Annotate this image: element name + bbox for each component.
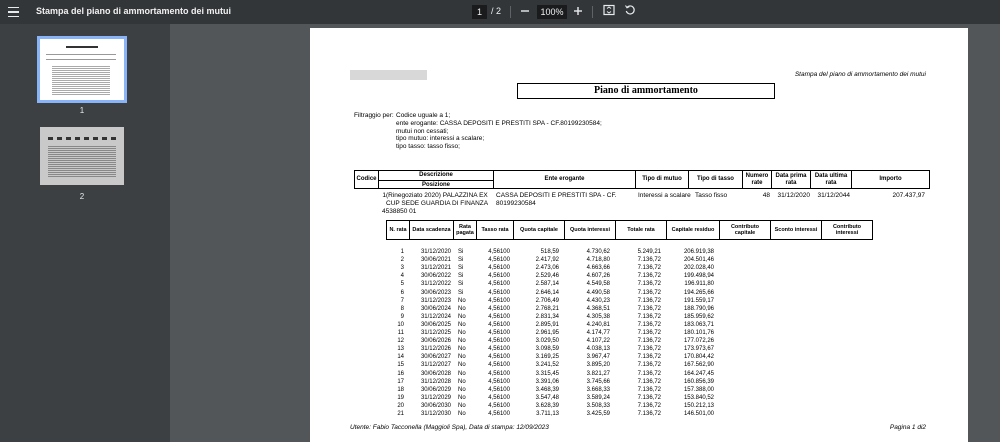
rata-tasso: 4,56100 <box>488 321 510 328</box>
rata-tasso: 4,56100 <box>488 370 510 377</box>
rata-pagata: Si <box>458 289 464 296</box>
rata-data: 31/12/2022 <box>420 281 451 288</box>
plus-icon <box>573 6 583 16</box>
table-row <box>310 329 968 337</box>
rata-data: 31/12/2028 <box>420 378 451 385</box>
rata-totale: 7.136,72 <box>637 330 661 336</box>
rata-totale: 7.136,72 <box>637 289 661 296</box>
rata-n: 4 <box>400 273 404 280</box>
rata-tasso: 4,56100 <box>488 346 510 353</box>
rata-quota-capitale: 2.895,91 <box>535 321 559 328</box>
header-descrizione: Descrizione <box>419 172 453 178</box>
rata-quota-capitale: 3.628,39 <box>535 402 559 409</box>
rata-data: 31/12/2021 <box>420 265 451 272</box>
rata-tasso: 4,56100 <box>488 354 510 361</box>
rata-data: 31/12/2020 <box>420 249 451 255</box>
header-numero-rate: Numero rate <box>742 170 772 189</box>
minus-icon <box>520 6 530 16</box>
rata-n: 18 <box>397 386 404 393</box>
rata-data: 31/12/2029 <box>420 394 451 401</box>
rate-header-data: Data scadenza <box>409 220 454 240</box>
pdf-page <box>310 28 968 442</box>
rata-data: 31/12/2024 <box>420 313 451 320</box>
rate-header-contributo-interessi: Contributo interessi <box>821 220 873 240</box>
rata-residuo: 180.101,76 <box>683 330 714 336</box>
rata-tasso: 4,56100 <box>488 411 510 417</box>
rata-pagata: Si <box>458 273 464 280</box>
rata-quota-capitale: 2.768,21 <box>535 305 559 312</box>
rata-pagata: No <box>458 362 466 369</box>
rata-residuo: 191.559,17 <box>683 297 714 304</box>
table-row <box>310 264 968 272</box>
rata-quota-interessi: 3.589,24 <box>586 394 610 401</box>
rata-totale: 7.136,72 <box>637 321 661 328</box>
rata-n: 7 <box>400 297 404 304</box>
rata-n: 12 <box>397 338 404 345</box>
report-header: Stampa del piano di ammortamento dei mutui <box>794 71 926 78</box>
filter-line: tipo tasso: tasso fisso; <box>396 143 460 151</box>
rata-n: 5 <box>400 281 404 288</box>
rata-tasso: 4,56100 <box>488 338 510 345</box>
rata-quota-capitale: 3.547,48 <box>535 394 559 401</box>
rata-quota-capitale: 2.529,46 <box>535 273 559 280</box>
record-data-prima: 31/12/2020 <box>777 192 810 199</box>
rate-header-sconto: Sconto interessi <box>770 220 822 240</box>
record-data-ultima: 31/12/2044 <box>817 192 850 199</box>
header-data-ultima: Data ultima rata <box>810 170 852 189</box>
rata-pagata: No <box>458 386 466 393</box>
rata-tasso: 4,56100 <box>488 330 510 336</box>
header-descrizione-posizione <box>378 170 494 189</box>
rata-tasso: 4,56100 <box>488 297 510 304</box>
rata-quota-interessi: 3.425,59 <box>586 411 610 417</box>
rata-quota-interessi: 4.240,81 <box>586 321 610 328</box>
thumb-table <box>48 145 116 177</box>
table-row <box>310 289 968 297</box>
rate-header-pagata: Rata pagata <box>453 220 477 240</box>
rata-tasso: 4,56100 <box>488 394 510 401</box>
rata-quota-capitale: 2.646,14 <box>535 289 559 296</box>
rata-quota-interessi: 4.490,58 <box>586 289 610 296</box>
table-row <box>310 353 968 361</box>
page-separator: / <box>491 6 494 16</box>
rata-data: 30/06/2030 <box>420 402 451 409</box>
table-row <box>310 370 968 378</box>
table-row <box>310 410 968 418</box>
rata-pagata: No <box>458 330 466 336</box>
rata-tasso: 4,56100 <box>488 402 510 409</box>
rata-pagata: No <box>458 370 466 377</box>
record-posizione: 4538850 01 <box>382 208 417 215</box>
table-row <box>310 248 968 256</box>
table-row <box>310 297 968 305</box>
rata-n: 20 <box>397 402 404 409</box>
rata-quota-interessi: 3.821,27 <box>586 370 610 377</box>
document-title: Stampa del piano di ammortamento dei mutui <box>36 6 232 16</box>
rata-quota-capitale: 2.961,95 <box>535 330 559 336</box>
rata-pagata: No <box>458 394 466 401</box>
rate-header-quota-interessi: Quota interessi <box>564 220 616 240</box>
header-importo: Importo <box>851 170 930 189</box>
rata-n: 15 <box>397 362 404 369</box>
thumb-line <box>46 54 116 55</box>
rata-data: 30/06/2028 <box>420 370 451 377</box>
rata-quota-interessi: 4.107,22 <box>586 338 610 345</box>
rotate-button[interactable] <box>621 3 639 21</box>
page-count <box>491 6 501 16</box>
rata-n: 9 <box>400 313 404 320</box>
rata-totale: 7.136,72 <box>637 313 661 320</box>
rata-quota-capitale: 3.391,06 <box>535 378 559 385</box>
filter-criteria <box>396 112 602 151</box>
rata-data: 30/06/2026 <box>420 338 451 345</box>
rata-tasso: 4,56100 <box>488 362 510 369</box>
rata-quota-interessi: 4.607,26 <box>586 273 610 280</box>
zoom-input[interactable]: 100% <box>537 5 567 19</box>
rata-pagata: No <box>458 411 466 417</box>
table-row <box>310 313 968 321</box>
rata-tasso: 4,56100 <box>488 257 510 264</box>
thumbnail-sidebar <box>0 24 170 442</box>
rata-quota-interessi: 4.730,62 <box>586 249 610 255</box>
rata-residuo: 204.501,46 <box>683 257 714 264</box>
rata-totale: 5.249,21 <box>637 249 661 255</box>
rata-pagata: No <box>458 354 466 361</box>
rata-n: 1 <box>400 249 404 255</box>
rata-quota-interessi: 3.745,66 <box>586 378 610 385</box>
rata-n: 11 <box>397 330 404 336</box>
rata-totale: 7.136,72 <box>637 411 661 417</box>
rata-pagata: No <box>458 346 466 353</box>
table-row <box>310 402 968 410</box>
rata-residuo: 170.804,42 <box>683 354 714 361</box>
report-title: Piano di ammortamento <box>517 83 775 99</box>
rata-totale: 7.136,72 <box>637 370 661 377</box>
header-tipo-tasso: Tipo di tasso <box>688 170 743 189</box>
thumb-line <box>46 59 116 60</box>
rata-totale: 7.136,72 <box>637 273 661 280</box>
rata-n: 3 <box>400 265 404 272</box>
header-tipo-mutuo: Tipo di mutuo <box>635 170 689 189</box>
rata-residuo: 185.959,62 <box>683 313 714 320</box>
rata-data: 31/12/2023 <box>420 297 451 304</box>
rata-quota-interessi: 4.305,38 <box>586 313 610 320</box>
rate-header-residuo: Capitale residuo <box>666 220 720 240</box>
rata-data: 30/06/2029 <box>420 386 451 393</box>
rata-quota-interessi: 4.368,51 <box>586 305 610 312</box>
rata-quota-interessi: 4.174,77 <box>586 330 610 336</box>
rata-data: 30/06/2027 <box>420 354 451 361</box>
rata-residuo: 194.265,66 <box>683 289 714 296</box>
rata-tasso: 4,56100 <box>488 289 510 296</box>
footer-user: Utente: Fabio Tacconella (Maggioli Spa), Data di stampa: 12/09/2023 <box>350 424 549 431</box>
rata-data: 30/06/2023 <box>420 289 451 296</box>
rata-totale: 7.136,72 <box>637 402 661 409</box>
rata-pagata: No <box>458 402 466 409</box>
table-row <box>310 361 968 369</box>
rata-totale: 7.136,72 <box>637 281 661 288</box>
rata-quota-interessi: 4.718,80 <box>586 257 610 264</box>
rata-quota-capitale: 3.711,13 <box>536 411 559 417</box>
footer-page: Pagina 1 di2 <box>889 424 926 431</box>
record-descrizione <box>382 192 492 216</box>
rata-residuo: 199.498,94 <box>683 273 714 280</box>
record-ente: CASSA DEPOSITI E PRESTITI SPA - CF. 80199230584 <box>496 192 617 207</box>
document-viewer[interactable] <box>170 24 1000 442</box>
rata-tasso: 4,56100 <box>488 281 510 288</box>
rata-quota-capitale: 3.241,52 <box>535 362 559 369</box>
rata-n: 13 <box>397 346 404 353</box>
rata-totale: 7.136,72 <box>637 305 661 312</box>
rata-residuo: 188.790,96 <box>683 305 714 312</box>
table-row <box>310 305 968 313</box>
thumbnail-label-1: 1 <box>79 106 85 115</box>
toolbar-divider <box>510 6 511 18</box>
rata-residuo: 173.973,67 <box>683 346 714 353</box>
rata-data: 30/06/2025 <box>420 321 451 328</box>
rata-quota-capitale: 2.473,06 <box>535 265 559 272</box>
rata-quota-capitale: 2.417,92 <box>535 257 559 264</box>
table-row <box>310 280 968 288</box>
rata-data: 31/12/2030 <box>420 411 451 417</box>
thumb-table <box>52 65 110 95</box>
table-row <box>310 378 968 386</box>
rata-pagata: No <box>458 321 466 328</box>
header-posizione: Posizione <box>379 180 493 189</box>
rata-data: 31/12/2027 <box>420 362 451 369</box>
rata-pagata: Si <box>458 281 464 288</box>
menu-icon[interactable] <box>6 4 22 20</box>
rata-quota-capitale: 3.315,45 <box>535 370 559 377</box>
thumbnail-label-2: 2 <box>79 192 85 201</box>
record-descrizione-text: (Rinegoziato 2020) PALAZZINA EX CUP SEDE GUARDIA DI FINANZA <box>386 192 489 207</box>
zoom-out-button[interactable] <box>516 3 534 21</box>
rata-totale: 7.136,72 <box>637 394 661 401</box>
filter-label: Filtraggio per: <box>354 112 394 119</box>
rata-n: 19 <box>397 394 404 401</box>
rata-n: 21 <box>397 411 404 417</box>
record-tipo-tasso: Tasso fisso <box>695 192 728 199</box>
zoom-in-button[interactable] <box>569 3 587 21</box>
rata-n: 14 <box>397 354 404 361</box>
header-ente: Ente erogante <box>493 170 636 189</box>
toolbar-divider <box>592 6 593 18</box>
rata-residuo: 150.212,13 <box>683 402 714 409</box>
rata-n: 10 <box>397 321 404 328</box>
rate-header-totale: Totale rata <box>615 220 667 240</box>
rata-residuo: 183.063,71 <box>683 321 714 328</box>
rata-residuo: 164.247,45 <box>683 370 714 377</box>
rata-pagata: No <box>458 305 466 312</box>
table-row <box>310 394 968 402</box>
table-row <box>310 256 968 264</box>
rata-quota-interessi: 4.038,13 <box>586 346 610 353</box>
rata-residuo: 146.501,00 <box>683 411 714 417</box>
rata-tasso: 4,56100 <box>488 313 510 320</box>
rata-residuo: 153.840,52 <box>683 394 714 401</box>
rata-tasso: 4,56100 <box>488 386 510 393</box>
rata-quota-capitale: 3.029,50 <box>535 338 559 345</box>
redacted-logo <box>350 70 427 80</box>
rata-data: 30/06/2021 <box>420 257 451 264</box>
rata-totale: 7.136,72 <box>637 354 661 361</box>
rata-pagata: No <box>458 378 466 385</box>
rata-totale: 7.136,72 <box>637 386 661 393</box>
rotate-icon <box>624 4 636 16</box>
table-row <box>310 345 968 353</box>
rata-quota-capitale: 3.098,59 <box>535 346 559 353</box>
record-tipo-mutuo: Interessi a scalare <box>638 192 691 199</box>
rata-data: 31/12/2025 <box>420 330 451 336</box>
rata-quota-interessi: 4.430,23 <box>586 297 610 304</box>
rata-residuo: 196.911,80 <box>684 281 714 288</box>
header-data-prima: Data prima rata <box>771 170 811 189</box>
fit-page-icon <box>603 4 615 16</box>
rata-pagata: No <box>458 338 466 345</box>
header-codice: Codice <box>354 170 379 189</box>
rata-tasso: 4,56100 <box>488 265 510 272</box>
rata-n: 2 <box>400 257 404 264</box>
rate-header-tasso: Tasso rata <box>476 220 514 240</box>
rata-n: 6 <box>400 289 404 296</box>
rata-residuo: 206.919,38 <box>683 249 714 255</box>
table-row <box>310 337 968 345</box>
rata-tasso: 4,56100 <box>488 378 510 385</box>
page-thumbnail-2[interactable] <box>40 127 124 185</box>
rate-header-n: N. rata <box>386 220 410 240</box>
rata-totale: 7.136,72 <box>637 362 661 369</box>
table-row <box>310 386 968 394</box>
rata-pagata: No <box>458 313 466 320</box>
rata-residuo: 160.856,39 <box>683 378 714 385</box>
filter-line: Codice uguale a 1; <box>396 112 451 119</box>
rata-tasso: 4,56100 <box>488 305 510 312</box>
rate-header-quota-capitale: Quota capitale <box>513 220 565 240</box>
rata-quota-interessi: 3.668,33 <box>586 386 610 393</box>
rata-quota-interessi: 3.895,20 <box>586 362 610 369</box>
rata-totale: 7.136,72 <box>637 378 661 385</box>
rata-tasso: 4,56100 <box>488 273 510 280</box>
rata-quota-capitale: 2.706,49 <box>535 297 559 304</box>
table-row <box>310 272 968 280</box>
rata-totale: 7.136,72 <box>637 346 661 353</box>
rata-n: 8 <box>400 305 404 312</box>
rata-quota-capitale: 2.831,34 <box>535 313 559 320</box>
filter-line: ente erogante: CASSA DEPOSITI E PRESTITI SPA - CF.80199230584; <box>396 119 602 127</box>
table-row <box>310 321 968 329</box>
rata-pagata: Si <box>458 265 464 272</box>
page-thumbnail-1[interactable] <box>40 39 124 100</box>
rata-pagata: Si <box>458 249 464 255</box>
rata-data: 30/06/2022 <box>420 273 451 280</box>
rata-pagata: Si <box>458 257 464 264</box>
rata-n: 16 <box>397 370 404 377</box>
rata-quota-capitale: 3.169,25 <box>535 354 559 361</box>
rata-quota-interessi: 4.549,58 <box>586 281 610 288</box>
rata-quota-interessi: 4.663,66 <box>586 265 610 272</box>
rata-n: 17 <box>397 378 404 385</box>
thumb-title <box>66 46 98 48</box>
rata-totale: 7.136,72 <box>637 257 661 264</box>
rata-pagata: No <box>458 297 466 304</box>
rate-header-contributo-capitale: Contributo capitale <box>719 220 771 240</box>
thumb-header <box>48 137 116 140</box>
rata-quota-capitale: 2.587,14 <box>535 281 559 288</box>
rata-tasso: 4,56100 <box>488 249 510 255</box>
rata-residuo: 177.072,26 <box>683 338 714 345</box>
fit-page-button[interactable] <box>600 3 618 21</box>
rata-quota-capitale: 518,59 <box>540 249 559 255</box>
record-numero-rate: 48 <box>762 192 770 199</box>
rata-data: 31/12/2026 <box>420 346 451 353</box>
rata-quota-interessi: 3.967,47 <box>586 354 610 361</box>
rata-totale: 7.136,72 <box>637 338 661 345</box>
filter-line: tipo mutuo: interessi a scalare; <box>396 135 485 143</box>
rata-quota-interessi: 3.508,33 <box>586 402 610 409</box>
rata-residuo: 202.028,40 <box>683 265 714 272</box>
filter-line: mutui non cessati; <box>396 127 449 135</box>
rata-quota-capitale: 3.468,39 <box>535 386 559 393</box>
rata-residuo: 167.562,90 <box>683 362 714 369</box>
pdf-toolbar <box>0 0 1000 24</box>
page-number-input[interactable]: 1 <box>472 5 487 19</box>
record-codice: 1 <box>382 192 386 199</box>
record-importo: 207.437,97 <box>892 192 925 199</box>
rata-residuo: 157.388,00 <box>683 386 714 393</box>
rata-totale: 7.136,72 <box>637 265 661 272</box>
rata-data: 30/06/2024 <box>420 305 451 312</box>
rata-totale: 7.136,72 <box>637 297 661 304</box>
total-pages: 2 <box>496 6 502 16</box>
